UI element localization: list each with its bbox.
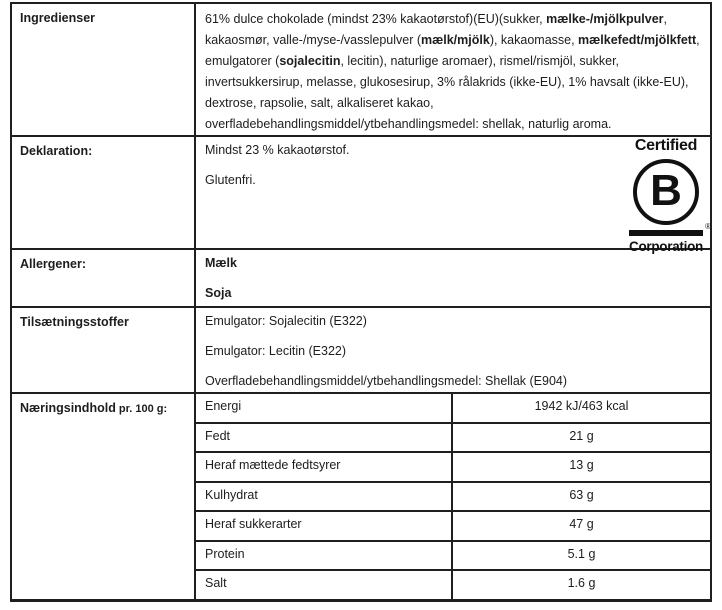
- table-row-declaration: [12, 137, 711, 254]
- ingredients-text: 61% dulce chokolade (mindst 23% kakaotørstof)(EU)(sukker, mælke-/mjölkpulver, kakaosmør, valle-/myse-/vasslepulver (mælk/mjölk), kakaomasse, mælkefedt/mjölkfett, emulgatorer (sojalecitin, lecitin), naturlige aromaer), rismel/rismjöl, sukker, invertsukkersirup, melasse, glukosesirup, 3% rålakrids (ikke-EU), 1% havsalt (ikke-EU), dextrose, rapsolie, salt, alkaliseret kakao, overfladebehandlingsmiddel/ytbehandlingsmedel: shellak, naturlig aroma.: [205, 12, 700, 131]
- bcorp-underline-bar: [629, 222, 711, 236]
- allergens-content-cell: [196, 250, 710, 306]
- nutrition-row-salt: Salt 1.6 g: [196, 571, 710, 599]
- additives-label: Tilsætningsstoffer: [12, 308, 196, 392]
- bcorp-certification-logo: [623, 137, 709, 254]
- additive-line: Overfladebehandlingsmiddel/ytbehandlingsmedel: Shellak (E904): [205, 374, 568, 388]
- allergens-label: Allergener:: [12, 250, 196, 306]
- bcorp-corporation-text: Corporation: [629, 239, 703, 254]
- nutrition-row-carbohydrate: Kulhydrat 63 g: [196, 483, 710, 513]
- table-row-nutrition: [12, 394, 710, 599]
- additive-line: Emulgator: Lecitin (E322): [205, 344, 347, 358]
- allergen-item: Mælk: [205, 256, 237, 270]
- declaration-line: Glutenfri.: [205, 173, 256, 187]
- declaration-content-cell: [196, 137, 711, 254]
- product-spec-table: [10, 2, 712, 602]
- nutrition-row-protein: Protein 5.1 g: [196, 542, 710, 572]
- nutrition-row-fat: Fedt 21 g: [196, 424, 710, 454]
- table-row-additives: [12, 308, 710, 394]
- allergen-item: Soja: [205, 286, 232, 300]
- ingredients-content-cell: [196, 4, 713, 135]
- table-row-ingredients: [12, 4, 710, 137]
- additive-line: Emulgator: Sojalecitin (E322): [205, 314, 367, 328]
- table-row-allergens: [12, 250, 710, 308]
- nutrition-row-saturated-fat: Heraf mættede fedtsyrer 13 g: [196, 453, 710, 483]
- nutrition-row-energy: Energi 1942 kJ/463 kcal: [196, 394, 710, 424]
- declaration-label: Deklaration:: [12, 137, 196, 248]
- registered-trademark-icon: ®: [705, 222, 711, 231]
- ingredients-label: Ingredienser: [12, 4, 196, 135]
- nutrition-row-sugars: Heraf sukkerarter 47 g: [196, 512, 710, 542]
- bcorp-circle-icon: [633, 159, 699, 225]
- bcorp-b-letter: B: [650, 166, 682, 215]
- nutrition-label: Næringsindhold pr. 100 g:: [12, 394, 196, 599]
- declaration-line: Mindst 23 % kakaotørstof.: [205, 143, 350, 157]
- bcorp-certified-text: Certified: [634, 137, 698, 154]
- nutrition-table: [196, 394, 710, 599]
- additives-content-cell: [196, 308, 710, 392]
